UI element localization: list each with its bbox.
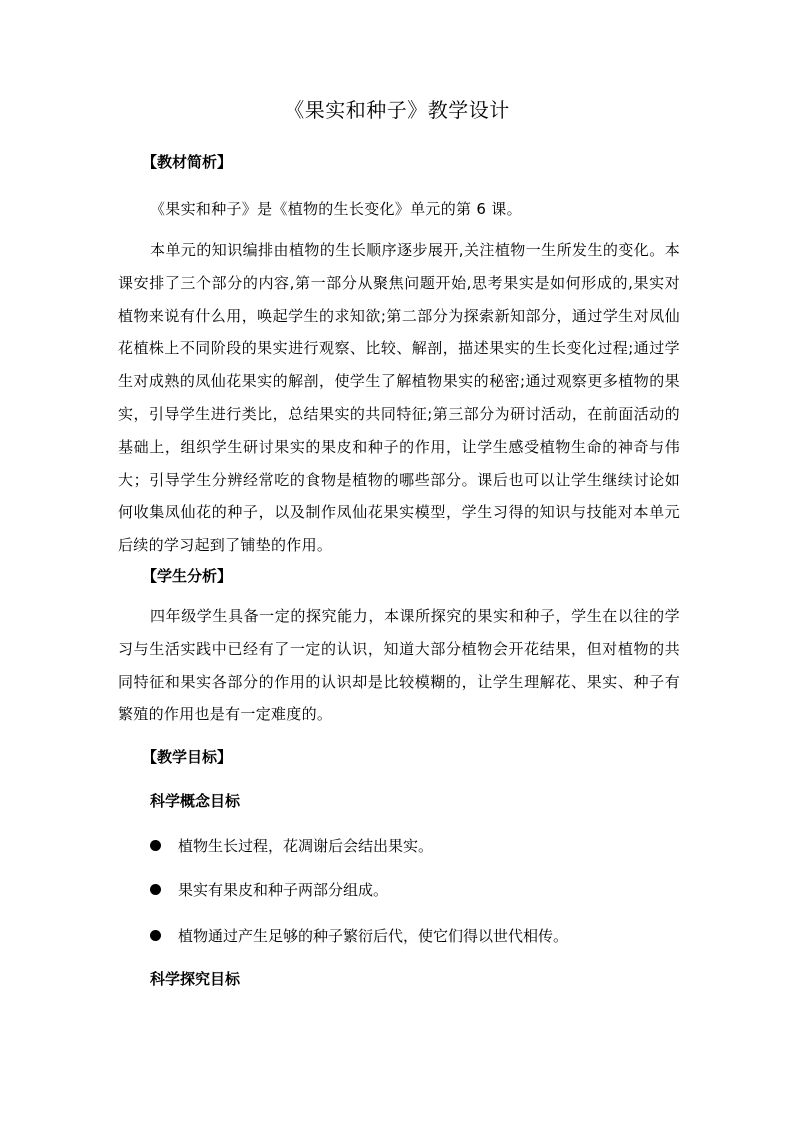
concept-goal-text: 果实有果皮和种子两部分组成。 [178, 881, 389, 899]
bullet-icon [150, 884, 161, 895]
concept-goal-item [150, 879, 388, 901]
students-paragraph: 四年级学生具备一定的探究能力，本课所探究的果实和种子，学生在以往的学习与生活实践中已经有了一定的认识，知道大部分植物会开花结果，但对植物的共同特征和果实各部分的作用的认识却是比较模糊的，让学生理解花、果实、种子有繁殖的作用也是有一定难度的。 [118, 607, 680, 724]
section-heading-students: 【学生分析】 [142, 567, 233, 585]
concept-goals-heading: 科学概念目标 [150, 792, 241, 810]
concept-goal-item [150, 925, 568, 947]
bullet-icon [150, 840, 161, 851]
materials-paragraph-1: 《果实和种子》是《植物的生长变化》单元的第 6 课。 [150, 200, 522, 218]
bullet-icon [150, 930, 161, 941]
materials-paragraph-2: 本单元的知识编排由植物的生长顺序逐步展开,关注植物一生所发生的变化。本课安排了三个部分的内容,第一部分从聚焦问题开始,思考果实是如何形成的,果实对植物来说有什么用，唤起学生的求知欲;第二部分为探索新知部分，通过学生对凤仙花植株上不同阶段的果实进行观察、比较、解剖，描述果实的生长变化过程;通过学生对成熟的凤仙花果实的解剖，使学生了解植物果实的秘密;通过观察更多植物的果实，引导学生进行类比，总结果实的共同特征;第三部分为研讨活动，在前面活动的基础上，组织学生研讨果实的果皮和种子的作用，让学生感受植物生命的神奇与伟大；引导学生分辨经常吃的食物是植物的哪些部分。课后也可以让学生继续讨论如何收集凤仙花的种子，以及制作凤仙花果实模型，学生习得的知识与技能对本单元后续的学习起到了铺垫的作用。 [118, 241, 680, 555]
document-title: 《果实和种子》教学设计 [284, 98, 510, 122]
concept-goal-text: 植物通过产生足够的种子繁衍后代，使它们得以世代相传。 [178, 927, 569, 945]
concept-goal-item [150, 835, 433, 857]
concept-goal-text: 植物生长过程，花凋谢后会结出果实。 [178, 837, 434, 855]
section-heading-goals: 【教学目标】 [142, 748, 233, 766]
section-heading-materials: 【教材简析】 [142, 153, 233, 171]
inquiry-goals-heading: 科学探究目标 [150, 970, 241, 988]
